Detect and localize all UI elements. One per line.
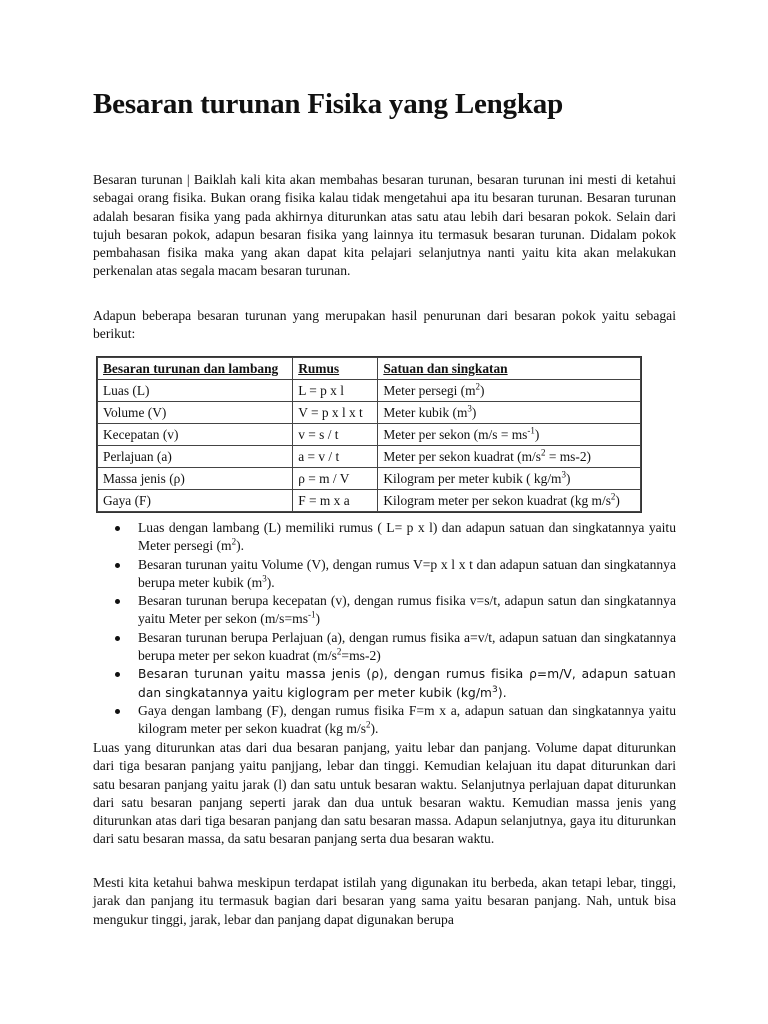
table-body: [98, 380, 641, 512]
unit-text: Meter persegi (m: [383, 382, 476, 398]
unit-text-end: ): [471, 404, 477, 420]
unit-superscript: 3: [561, 469, 566, 480]
table-row: [98, 468, 641, 490]
table-cell-unit: [378, 490, 641, 512]
table-header-cell: Besaran turunan dan lambang: [98, 358, 293, 380]
table-cell-name: Volume (V): [98, 402, 293, 424]
unit-text: Meter kubik (m: [383, 404, 468, 420]
explanation-paragraph: Luas yang diturunkan atas dari dua besaran panjang, yaitu lebar dan panjang. Volume dapat diturunkan dari tiga besaran panjang yaitu panjjang, lebar dan tinggi. Kemudian kelajuan itu dapat diturunkan dari satu besaran panjang yaitu jarak (l) dan satu untuk besaran waktu. Selanjutnya perlajuan dapat diturunkan dari satu besaran panjang seperti jarak dan dua untuk besaran waktu. Kemudian massa jenis yang diturunkan atas dari tiga besaran panjang dan satu besaran massa. Adapun selanjutnya, gaya itu diturunkan dari satu besaran massa, da satu besaran panjang serta dua besaran waktu.: [93, 740, 676, 847]
table-row: [98, 490, 641, 512]
table-cell-name: Perlajuan (a): [98, 446, 293, 468]
unit-text-end: ): [565, 470, 571, 486]
table-cell-name: Kecepatan (v): [98, 424, 293, 446]
list-item-text: Gaya dengan lambang (F), dengan rumus fisika F=m x a, adapun satuan dan singkatannya yaitu kilogram meter per sekon kuadrat (kg m/s: [138, 702, 676, 737]
table-cell-unit: [378, 424, 641, 446]
table-header-row: [98, 358, 641, 380]
list-item-text: Besaran turunan berupa Perlajuan (a), dengan rumus fisika a=v/t, adapun satuan dan singkatannya berupa meter per sekon kuadrat (m/s: [138, 629, 676, 664]
besaran-table-grid: [97, 357, 641, 512]
table-cell-unit: [378, 446, 641, 468]
unit-text-end: ): [615, 492, 620, 508]
table-header-cell: Rumus: [293, 358, 378, 380]
list-item-end: ).: [266, 574, 275, 590]
list-item: [93, 519, 676, 556]
table-cell-unit: [378, 468, 641, 490]
unit-text: Kilogram per meter kubik ( kg/m: [383, 470, 562, 486]
table-cell-formula: a = v / t: [293, 446, 378, 468]
table-cell-formula: F = m x a: [293, 490, 378, 512]
unit-text: Meter per sekon (m/s = ms: [383, 426, 528, 442]
list-item-superscript: -1: [308, 609, 316, 620]
table-cell-name: Massa jenis (ρ): [98, 468, 293, 490]
bullet-icon: [115, 563, 120, 568]
bullet-list: [93, 519, 676, 739]
list-item-superscript: 2: [366, 719, 371, 730]
document-title: Besaran turunan Fisika yang Lengkap: [93, 88, 564, 120]
list-item-end: ): [315, 611, 321, 627]
table-cell-name: Luas (L): [98, 380, 293, 402]
table-cell-formula: v = s / t: [293, 424, 378, 446]
table-row: [98, 424, 641, 446]
list-item: [93, 702, 676, 739]
table-header-cell: Satuan dan singkatan: [378, 358, 641, 380]
list-item-superscript: 3: [492, 684, 498, 695]
table-row: [98, 446, 641, 468]
list-item: [93, 665, 676, 702]
bullet-icon: [115, 709, 120, 714]
closing-paragraph: Mesti kita ketahui bahwa meskipun terdapat istilah yang digunakan itu berbeda, akan tetapi lebar, tinggi, jarak dan panjang itu termasuk bagian dari besaran yang sama yaitu besaran panjang. Nah, untuk bisa mengukur tinggi, jarak, lebar dan panjang dapat digunakan berupa: [93, 875, 676, 927]
list-item-text: Besaran turunan berupa kecepatan (v), dengan rumus fisika v=s/t, adapun satun dan singkatannya yaitu Meter per sekon (m/s=ms: [138, 593, 676, 627]
unit-text: Meter per sekon kuadrat (m/s: [383, 448, 541, 464]
list-item-superscript: 2: [231, 536, 237, 547]
unit-text-end: ): [534, 426, 540, 442]
unit-text-end: ): [480, 382, 485, 398]
bullet-icon: [115, 526, 120, 531]
table-row: [98, 380, 641, 402]
unit-superscript: 2: [541, 447, 546, 458]
intro-paragraph: Besaran turunan | Baiklah kali kita akan membahas besaran turunan, besaran turunan ini mesti di ketahui sebagai orang fisika. Bukan orang fisika kalau tidak mengetahui apa itu besaran turunan. Besaran turunan adalah besaran fisika yang pada akhirnya diturunkan atas satu atau lebih dari besaran pokok. Selain dari tujuh besaran pokok, adapun besaran fisika yang lainnya itu termasuk besaran turunan. Didalam pokok pembahasan fisika maka yang akan dapat kita pelajari selanjutnya nanti yaitu kita akan melakukan perkenalan atas segala macam besaran turunan.: [93, 172, 676, 279]
bullet-icon: [115, 672, 120, 677]
unit-superscript: 2: [610, 491, 616, 502]
list-item-end: =ms-2): [341, 648, 381, 664]
list-item-text: Luas dengan lambang (L) memiliki rumus ( L= p x l) dan adapun satuan dan singkatannya yaitu Meter persegi (m: [138, 520, 676, 554]
list-item-superscript: 2: [336, 646, 342, 657]
table-cell-formula: V = p x l x t: [293, 402, 378, 424]
unit-superscript: 2: [475, 381, 481, 392]
unit-text-end: = ms-2): [545, 448, 591, 464]
unit-superscript: -1: [527, 425, 535, 436]
table-row: [98, 402, 641, 424]
list-item-end: ).: [370, 721, 379, 737]
list-item-superscript: 3: [262, 573, 267, 584]
table-cell-unit: [378, 380, 641, 402]
unit-text: Kilogram meter per sekon kuadrat (kg m/s: [383, 492, 611, 508]
unit-superscript: 3: [467, 403, 472, 414]
besaran-table: [96, 356, 642, 513]
list-item-end: ).: [236, 538, 245, 554]
list-item: [93, 556, 676, 593]
table-cell-name: Gaya (F): [98, 490, 293, 512]
bullet-icon: [115, 636, 120, 641]
list-item-end: ).: [497, 685, 507, 700]
table-cell-formula: ρ = m / V: [293, 468, 378, 490]
bullet-icon: [115, 599, 120, 604]
list-item: [93, 629, 676, 666]
list-item: [93, 592, 676, 629]
table-cell-unit: [378, 402, 641, 424]
table-cell-formula: L = p x l: [293, 380, 378, 402]
list-item-text: Besaran turunan yaitu massa jenis (ρ), dengan rumus fisika ρ=m/V, adapun satuan dan singkatannya yaitu kiglogram per meter kubik (kg/m: [138, 667, 676, 700]
list-item-text: Besaran turunan yaitu Volume (V), dengan rumus V=p x l x t dan adapun satuan dan singkatannya berupa meter kubik (m: [138, 556, 676, 590]
lead-paragraph: Adapun beberapa besaran turunan yang merupakan hasil penurunan dari besaran pokok yaitu sebagai berikut:: [93, 308, 676, 342]
